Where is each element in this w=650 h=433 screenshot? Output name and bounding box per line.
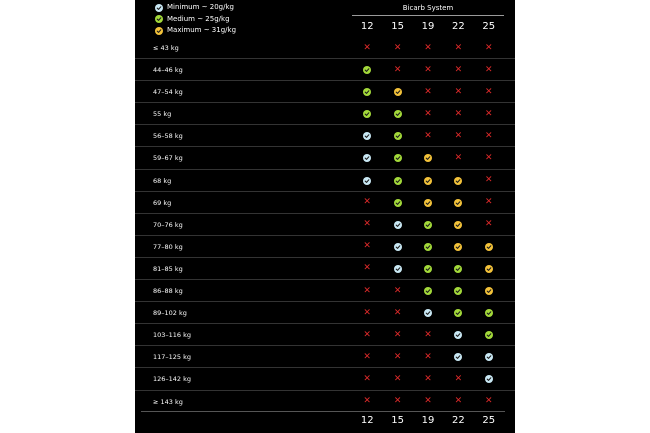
cross-icon: ✕ bbox=[484, 197, 493, 208]
cross-icon: ✕ bbox=[424, 108, 432, 119]
weight-label: 59–67 kg bbox=[153, 154, 183, 163]
maximum-check-icon bbox=[454, 243, 462, 251]
dose-cell bbox=[382, 81, 412, 103]
medium-check-icon bbox=[485, 331, 493, 339]
legend-label: Medium ~ 25g/kg bbox=[167, 14, 230, 23]
medium-check-icon bbox=[454, 287, 462, 295]
cross-icon: ✕ bbox=[393, 329, 402, 340]
medium-check-icon bbox=[394, 154, 402, 162]
cross-icon: ✕ bbox=[363, 219, 371, 230]
dose-cell bbox=[382, 192, 412, 214]
weight-label: 44–46 kg bbox=[153, 66, 183, 75]
dose-cell bbox=[413, 258, 443, 280]
maximum-check-icon bbox=[454, 177, 462, 185]
dose-cell bbox=[382, 280, 412, 302]
dose-cell bbox=[382, 170, 412, 192]
cross-icon: ✕ bbox=[363, 396, 371, 406]
weight-label: ≤ 43 kg bbox=[153, 44, 179, 52]
dose-cell bbox=[352, 236, 382, 258]
table-row bbox=[135, 37, 515, 59]
column-number: 25 bbox=[482, 415, 496, 426]
bottom-divider bbox=[141, 411, 505, 412]
legend bbox=[155, 2, 236, 37]
dose-cell bbox=[474, 258, 504, 280]
cross-icon: ✕ bbox=[454, 130, 463, 141]
dose-cell bbox=[474, 214, 504, 236]
dose-cell bbox=[382, 368, 412, 390]
cross-icon: ✕ bbox=[363, 197, 371, 208]
medium-check-icon bbox=[394, 132, 402, 140]
cross-icon: ✕ bbox=[484, 64, 493, 75]
dose-cell bbox=[474, 368, 504, 390]
dose-cell bbox=[382, 302, 412, 324]
cross-icon: ✕ bbox=[454, 42, 463, 53]
legend-label: Minimum ~ 20g/kg bbox=[167, 3, 234, 11]
legend-item-medium bbox=[155, 14, 236, 26]
dose-cell bbox=[352, 258, 382, 280]
table-row bbox=[135, 236, 515, 258]
dose-cell bbox=[474, 324, 504, 346]
dose-cell bbox=[382, 214, 412, 236]
cross-icon: ✕ bbox=[484, 175, 493, 186]
dose-cell bbox=[443, 391, 473, 413]
dose-cell bbox=[352, 368, 382, 390]
table-row bbox=[135, 302, 515, 324]
medium-check-icon bbox=[394, 110, 402, 118]
cross-icon: ✕ bbox=[363, 373, 371, 384]
dose-cell bbox=[443, 192, 473, 214]
dose-cell bbox=[443, 236, 473, 258]
dose-cell bbox=[443, 280, 473, 302]
dose-cell bbox=[474, 192, 504, 214]
dose-cell bbox=[352, 391, 382, 413]
weight-label: 77–80 kg bbox=[153, 242, 183, 251]
cross-icon: ✕ bbox=[454, 373, 463, 384]
cross-icon: ✕ bbox=[484, 108, 493, 119]
maximum-check-icon bbox=[424, 199, 432, 207]
table-row bbox=[135, 391, 515, 413]
cross-icon: ✕ bbox=[363, 351, 371, 362]
dose-cell bbox=[352, 81, 382, 103]
minimum-check-icon bbox=[363, 132, 371, 140]
cross-icon: ✕ bbox=[393, 64, 402, 75]
weight-label: 68 kg bbox=[153, 176, 172, 185]
maximum-check-icon bbox=[485, 287, 493, 295]
cross-icon: ✕ bbox=[363, 329, 371, 340]
medium-check-icon bbox=[394, 199, 402, 207]
cross-icon: ✕ bbox=[484, 219, 493, 230]
cross-icon: ✕ bbox=[484, 86, 493, 97]
dose-cell bbox=[382, 236, 412, 258]
table-row bbox=[135, 324, 515, 346]
medium-check-icon bbox=[485, 309, 493, 317]
cross-icon: ✕ bbox=[393, 351, 402, 362]
cross-icon: ✕ bbox=[393, 307, 402, 318]
dose-cell bbox=[352, 346, 382, 368]
column-number: 25 bbox=[482, 21, 496, 32]
minimum-check-icon bbox=[363, 154, 371, 162]
table-row bbox=[135, 81, 515, 103]
dose-cell bbox=[443, 147, 473, 169]
dose-cell bbox=[474, 170, 504, 192]
system-title: Bicarb System bbox=[402, 4, 454, 12]
cross-icon: ✕ bbox=[424, 130, 432, 141]
medium-check-icon bbox=[363, 66, 371, 74]
dose-cell bbox=[474, 59, 504, 81]
medium-check-icon bbox=[424, 265, 432, 273]
dose-cell bbox=[413, 170, 443, 192]
medium-check-icon bbox=[363, 88, 371, 96]
table-row bbox=[135, 346, 515, 368]
dose-cell bbox=[413, 59, 443, 81]
table-row bbox=[135, 192, 515, 214]
dose-cell bbox=[443, 103, 473, 125]
cross-icon: ✕ bbox=[454, 152, 463, 163]
cross-icon: ✕ bbox=[484, 396, 493, 406]
medium-check-icon bbox=[394, 177, 402, 185]
column-header-bottom bbox=[352, 414, 504, 428]
table-row bbox=[135, 368, 515, 390]
dose-cell bbox=[413, 368, 443, 390]
cross-icon: ✕ bbox=[454, 86, 463, 97]
weight-label: 89–102 kg bbox=[153, 309, 187, 318]
legend-item-maximum bbox=[155, 25, 236, 37]
medium-check-icon bbox=[424, 221, 432, 229]
dose-cell bbox=[443, 81, 473, 103]
dose-cell bbox=[413, 147, 443, 169]
table-row bbox=[135, 214, 515, 236]
dose-cell bbox=[382, 346, 412, 368]
medium-check-icon bbox=[424, 287, 432, 295]
dose-cell bbox=[413, 125, 443, 147]
dose-cell bbox=[474, 81, 504, 103]
table-row bbox=[135, 59, 515, 81]
weight-label: 81–85 kg bbox=[153, 264, 183, 273]
cross-icon: ✕ bbox=[484, 130, 493, 141]
weight-label: ≥ 143 kg bbox=[153, 397, 183, 406]
dose-cell bbox=[443, 37, 473, 59]
dose-cell bbox=[474, 125, 504, 147]
cross-icon: ✕ bbox=[363, 241, 371, 252]
cross-icon: ✕ bbox=[363, 285, 371, 296]
table-row bbox=[135, 125, 515, 147]
dose-cell bbox=[352, 170, 382, 192]
cross-icon: ✕ bbox=[363, 42, 371, 53]
table-row bbox=[135, 147, 515, 169]
column-number: 15 bbox=[391, 21, 404, 32]
minimum-check-icon bbox=[454, 331, 462, 339]
cross-icon: ✕ bbox=[424, 396, 432, 406]
weight-label: 69 kg bbox=[153, 198, 172, 207]
dose-cell bbox=[382, 125, 412, 147]
minimum-check-icon bbox=[424, 309, 432, 317]
table-row bbox=[135, 258, 515, 280]
medium-check-icon bbox=[155, 15, 163, 23]
weight-label: 56–58 kg bbox=[153, 132, 183, 141]
minimum-check-icon bbox=[394, 243, 402, 251]
minimum-check-icon bbox=[454, 353, 462, 361]
weight-label: 103–116 kg bbox=[153, 331, 192, 340]
dose-cell bbox=[443, 368, 473, 390]
minimum-check-icon bbox=[485, 375, 493, 383]
column-number: 12 bbox=[360, 415, 374, 426]
dose-cell bbox=[382, 258, 412, 280]
weight-label: 47–54 kg bbox=[153, 88, 183, 97]
dose-cell bbox=[443, 324, 473, 346]
dose-cell bbox=[352, 280, 382, 302]
dose-cell bbox=[352, 324, 382, 346]
cross-icon: ✕ bbox=[363, 307, 371, 318]
dose-cell bbox=[443, 346, 473, 368]
weight-label: 86–88 kg bbox=[153, 287, 183, 296]
weight-label: 55 kg bbox=[153, 110, 172, 119]
maximum-check-icon bbox=[394, 88, 402, 96]
column-number: 22 bbox=[452, 415, 465, 426]
dose-cell bbox=[382, 103, 412, 125]
column-number: 19 bbox=[421, 415, 435, 426]
column-header-top bbox=[352, 20, 504, 34]
dose-cell bbox=[413, 103, 443, 125]
dose-cell bbox=[474, 147, 504, 169]
bicarb-dosing-chart bbox=[135, 0, 515, 433]
weight-label: 126–142 kg bbox=[153, 375, 192, 384]
dose-cell bbox=[382, 59, 412, 81]
table-row bbox=[135, 103, 515, 125]
table-row bbox=[135, 170, 515, 192]
maximum-check-icon bbox=[485, 265, 493, 273]
column-number: 22 bbox=[452, 21, 465, 32]
maximum-check-icon bbox=[454, 199, 462, 207]
cross-icon: ✕ bbox=[363, 263, 371, 274]
legend-label: Maximum ~ 31g/kg bbox=[167, 26, 237, 34]
dose-cell bbox=[413, 192, 443, 214]
minimum-check-icon bbox=[394, 221, 402, 229]
dose-cell bbox=[443, 302, 473, 324]
dose-cell bbox=[443, 125, 473, 147]
cross-icon: ✕ bbox=[424, 373, 432, 384]
dose-cell bbox=[474, 302, 504, 324]
dose-cell bbox=[352, 192, 382, 214]
dose-cell bbox=[474, 103, 504, 125]
cross-icon: ✕ bbox=[454, 108, 463, 119]
maximum-check-icon bbox=[155, 27, 163, 35]
weight-label: 117–125 kg bbox=[153, 353, 192, 362]
dose-cell bbox=[382, 147, 412, 169]
column-number: 12 bbox=[360, 21, 374, 32]
cross-icon: ✕ bbox=[393, 285, 402, 296]
medium-check-icon bbox=[424, 243, 432, 251]
dose-cell bbox=[474, 280, 504, 302]
medium-check-icon bbox=[454, 265, 462, 273]
dose-cell bbox=[352, 214, 382, 236]
dose-cell bbox=[413, 346, 443, 368]
dose-cell bbox=[382, 37, 412, 59]
maximum-check-icon bbox=[424, 177, 432, 185]
maximum-check-icon bbox=[424, 154, 432, 162]
cross-icon: ✕ bbox=[393, 42, 402, 53]
dose-cell bbox=[443, 170, 473, 192]
medium-check-icon bbox=[363, 110, 371, 118]
table-row bbox=[135, 280, 515, 302]
cross-icon: ✕ bbox=[424, 64, 432, 75]
weight-label: 70–76 kg bbox=[153, 220, 183, 229]
dose-cell bbox=[352, 59, 382, 81]
dose-cell bbox=[413, 81, 443, 103]
minimum-check-icon bbox=[394, 265, 402, 273]
cross-icon: ✕ bbox=[424, 351, 432, 362]
dose-cell bbox=[352, 37, 382, 59]
cross-icon: ✕ bbox=[393, 373, 402, 384]
column-number: 15 bbox=[391, 415, 404, 426]
cross-icon: ✕ bbox=[424, 42, 432, 53]
legend-item-minimum bbox=[155, 2, 236, 14]
dose-cell bbox=[413, 324, 443, 346]
minimum-check-icon bbox=[363, 177, 371, 185]
dose-cell bbox=[474, 346, 504, 368]
dose-cell bbox=[382, 324, 412, 346]
dose-cell bbox=[474, 391, 504, 413]
cross-icon: ✕ bbox=[454, 64, 463, 75]
minimum-check-icon bbox=[485, 353, 493, 361]
dose-cell bbox=[352, 147, 382, 169]
medium-check-icon bbox=[454, 309, 462, 317]
dose-cell bbox=[443, 258, 473, 280]
weight-rows bbox=[135, 37, 515, 413]
dose-cell bbox=[352, 125, 382, 147]
column-number: 19 bbox=[421, 21, 435, 32]
dose-cell bbox=[352, 103, 382, 125]
dose-cell bbox=[413, 280, 443, 302]
dose-cell bbox=[443, 214, 473, 236]
cross-icon: ✕ bbox=[424, 329, 432, 340]
cross-icon: ✕ bbox=[454, 396, 463, 406]
minimum-check-icon bbox=[155, 4, 163, 12]
maximum-check-icon bbox=[454, 221, 462, 229]
dose-cell bbox=[413, 37, 443, 59]
dose-cell bbox=[413, 302, 443, 324]
cross-icon: ✕ bbox=[484, 42, 493, 53]
cross-icon: ✕ bbox=[393, 396, 402, 406]
dose-cell bbox=[413, 391, 443, 413]
dose-cell bbox=[382, 391, 412, 413]
maximum-check-icon bbox=[485, 243, 493, 251]
cross-icon: ✕ bbox=[424, 86, 432, 97]
cross-icon: ✕ bbox=[484, 152, 493, 163]
dose-cell bbox=[443, 59, 473, 81]
dose-cell bbox=[474, 236, 504, 258]
system-title-underline bbox=[352, 15, 504, 16]
dose-cell bbox=[413, 236, 443, 258]
dose-cell bbox=[474, 37, 504, 59]
dose-cell bbox=[352, 302, 382, 324]
dose-cell bbox=[413, 214, 443, 236]
